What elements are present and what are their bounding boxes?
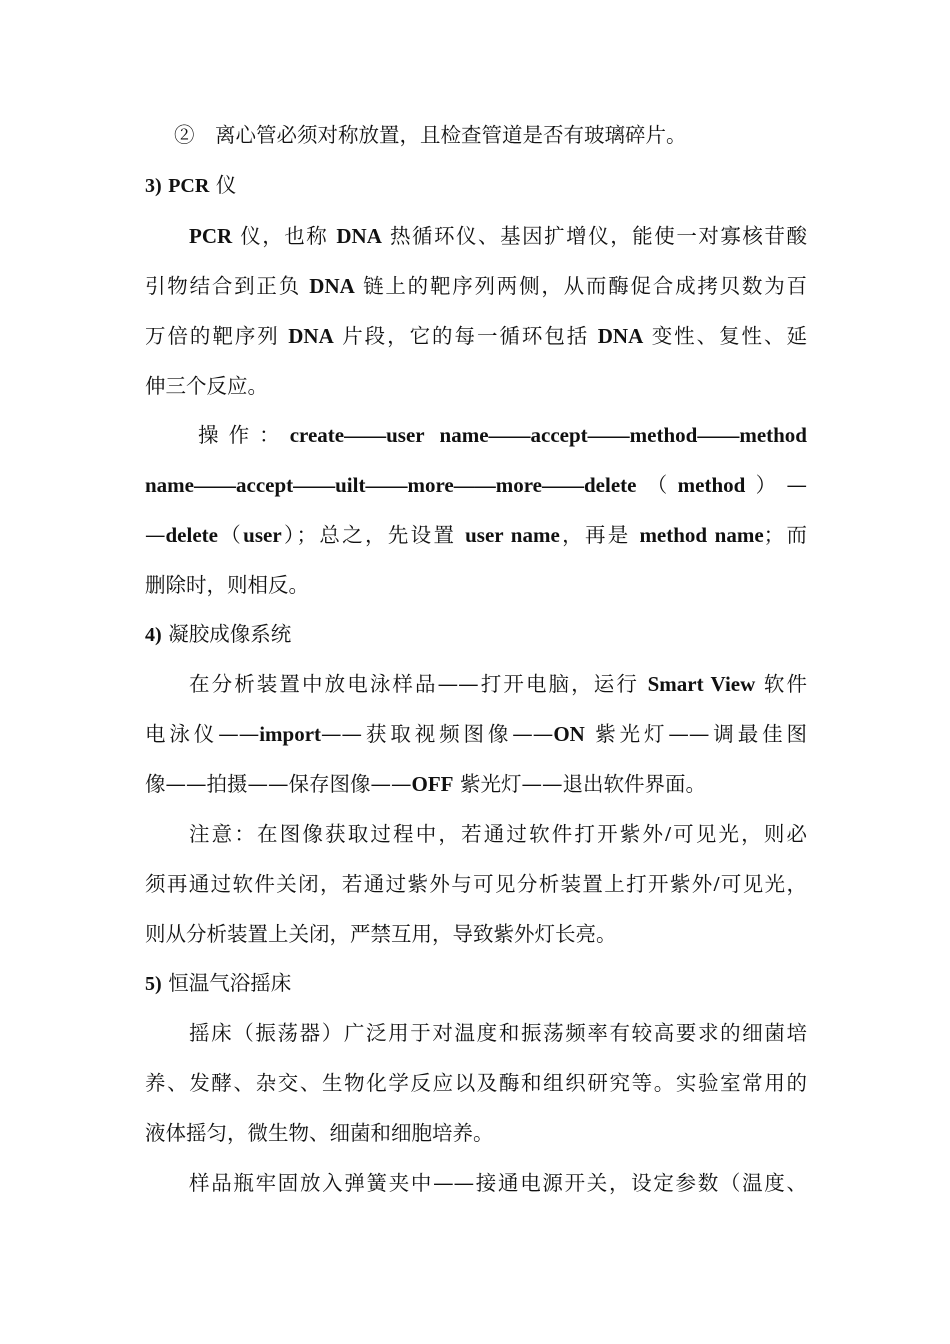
text-segment: 电泳仪——	[145, 722, 260, 746]
text-segment: 引物结合到正负	[145, 274, 310, 298]
bold-text-segment: name——accept——uilt——more——more——delete	[145, 473, 637, 497]
operation-steps-line	[145, 521, 807, 549]
paragraph-line	[145, 1069, 807, 1097]
bold-text-segment: DNA	[309, 274, 355, 298]
paragraph-line	[189, 1019, 807, 1047]
centrifuge-note-line	[174, 121, 734, 149]
text-segment: 凝胶成像系统	[161, 622, 292, 646]
bold-text-segment: method	[677, 473, 746, 497]
bold-text-segment: import	[259, 722, 322, 746]
bold-text-segment: DNA	[336, 224, 382, 248]
paragraph-line	[145, 322, 807, 350]
paragraph-line	[145, 1119, 807, 1147]
bold-text-segment: 4)	[145, 624, 162, 646]
bold-text-segment: create——user name——accept——method——method	[289, 423, 807, 447]
paragraph-line	[189, 670, 807, 698]
text-segment: 仪，也称	[232, 224, 337, 248]
text-segment: 操作：	[198, 423, 290, 447]
text-segment: 仪	[209, 173, 237, 197]
text-segment: 伸三个反应。	[145, 374, 268, 398]
text-segment: ）—	[745, 473, 807, 497]
text-segment: 摇床（振荡器）广泛用于对温度和振荡频率有较高要求的细菌培	[189, 1021, 807, 1045]
section-heading-shaker	[145, 969, 807, 997]
text-segment: —	[145, 523, 166, 547]
text-segment: ② 离心管必须对称放置，且检查管道是否有玻璃碎片。	[174, 123, 687, 147]
bold-text-segment: /	[665, 822, 671, 846]
bold-text-segment: user	[243, 523, 282, 547]
paragraph-line	[189, 222, 807, 250]
operation-steps-line	[198, 421, 807, 449]
section-heading-gel-imaging	[145, 620, 807, 648]
text-segment: 链上的靶序列两侧，从而酶促合成拷贝数为百	[354, 274, 807, 298]
text-segment: 养、发酵、杂交、生物化学反应以及酶和组织研究等。实验室常用的	[145, 1071, 807, 1095]
bold-text-segment: PCR	[189, 224, 233, 248]
section-heading-pcr	[145, 171, 807, 199]
text-segment: 须再通过软件关闭，若通过紫外与可见分析装置上打开紫外	[145, 872, 714, 896]
bold-text-segment: delete	[165, 523, 218, 547]
text-segment: 在分析装置中放电泳样品——打开电脑，运行	[189, 672, 648, 696]
bold-text-segment: DNA	[288, 324, 334, 348]
text-segment: 删除时，则相反。	[145, 573, 309, 597]
caution-line	[189, 820, 807, 848]
bold-text-segment: OFF	[411, 772, 454, 796]
text-segment: 热循环仪、基因扩增仪，能使一对寡核苷酸	[381, 224, 807, 248]
text-segment: （	[217, 523, 244, 547]
text-segment: 则从分析装置上关闭，严禁互用，导致紫外灯长亮。	[145, 922, 617, 946]
text-segment: 像——拍摄——保存图像——	[145, 772, 412, 796]
bold-text-segment: DNA	[597, 324, 644, 348]
text-segment: 恒温气浴摇床	[161, 971, 292, 995]
text-segment: 片段，它的每一循环包括	[333, 324, 598, 348]
text-segment: 变性、复性、延	[643, 324, 807, 348]
text-segment: ）；总之，先设置	[281, 523, 466, 547]
text-segment: 液体摇匀，微生物、细菌和细胞培养。	[145, 1121, 494, 1145]
paragraph-line	[145, 720, 807, 748]
bold-text-segment: method name	[639, 523, 764, 547]
caution-line	[145, 870, 807, 898]
text-segment: 软件	[755, 672, 807, 696]
paragraph-line	[145, 272, 807, 300]
text-segment: ，再是	[559, 523, 640, 547]
text-segment: 可见光，	[719, 872, 808, 896]
bold-text-segment: 3)	[145, 175, 162, 197]
text-segment: 注意：在图像获取过程中，若通过软件打开紫外	[189, 822, 666, 846]
text-segment: 紫光灯——退出软件界面。	[453, 772, 707, 796]
bold-text-segment: ON	[553, 722, 585, 746]
paragraph-line	[145, 571, 807, 599]
text-segment: 紫光灯——调最佳图	[584, 722, 808, 746]
paragraph-line	[145, 770, 807, 798]
text-segment: 可见光，则必	[670, 822, 808, 846]
text-segment: 样品瓶牢固放入弹簧夹中——接通电源开关，设定参数（温度、	[189, 1171, 807, 1195]
bold-text-segment: 5)	[145, 973, 162, 995]
bold-text-segment: PCR	[168, 175, 210, 197]
caution-line	[145, 920, 807, 948]
bold-text-segment: user name	[465, 523, 560, 547]
bold-text-segment: /	[713, 872, 720, 896]
text-segment: ——获取视频图像——	[321, 722, 554, 746]
text-segment: 万倍的靶序列	[145, 324, 289, 348]
paragraph-line	[189, 1169, 807, 1197]
paragraph-line	[145, 372, 807, 400]
text-segment: ；而	[763, 523, 807, 547]
operation-steps-line	[145, 471, 807, 499]
text-segment: （	[636, 473, 678, 497]
bold-text-segment: Smart View	[647, 672, 756, 696]
